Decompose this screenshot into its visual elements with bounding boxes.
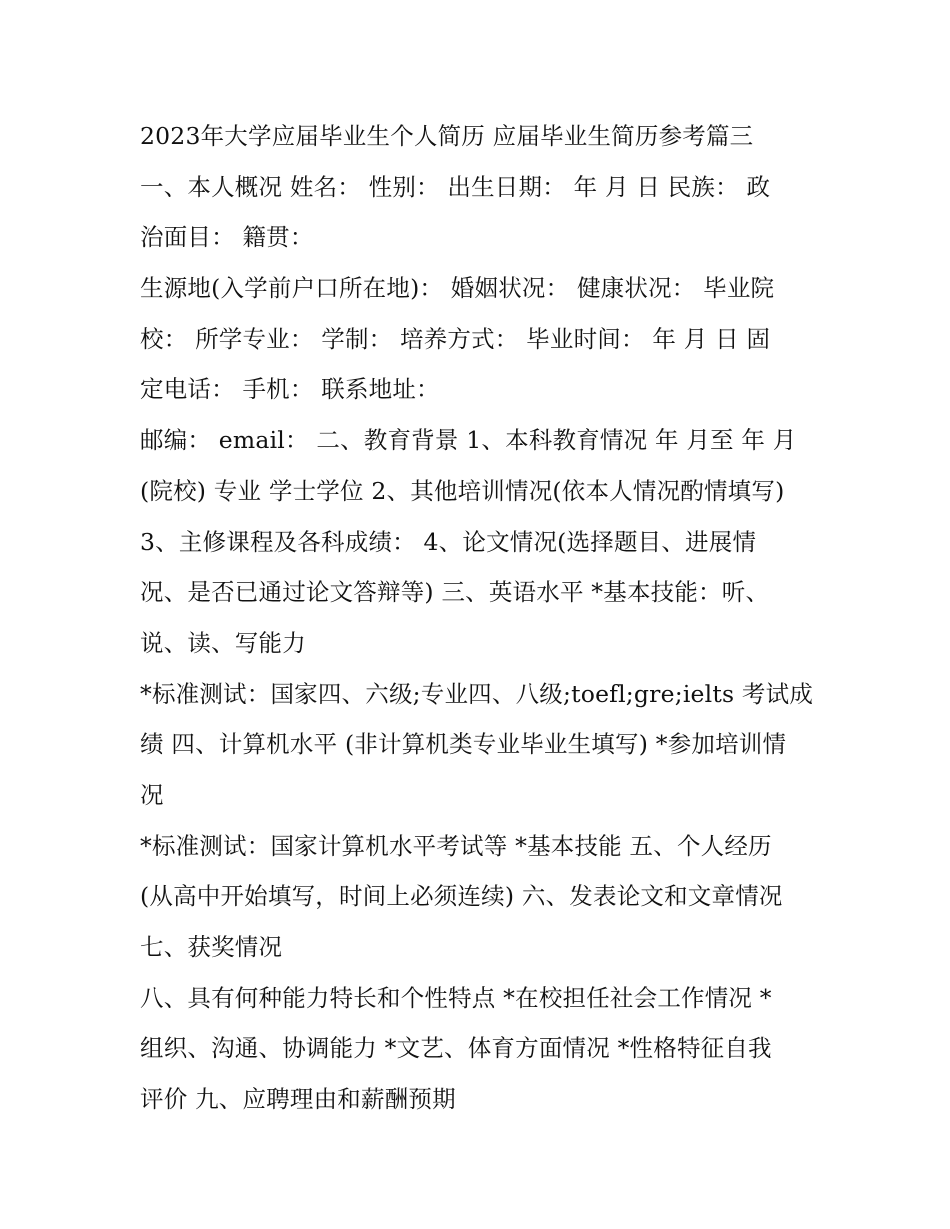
text-line: 定电话： 手机： 联系地址：: [140, 375, 440, 404]
text-line: 评价 九、应聘理由和薪酬预期: [140, 1085, 456, 1114]
text-line: 3、主修课程及各科成绩： 4、论文情况(选择题目、进展情: [140, 527, 757, 556]
text-line: 说、读、写能力: [140, 628, 306, 657]
text-line: 况: [140, 780, 164, 809]
text-line: 治面目： 籍贯：: [140, 223, 314, 252]
text-line: 生源地(入学前户口所在地)： 婚姻状况： 健康状况： 毕业院: [140, 274, 775, 303]
text-line: 一、本人概况 姓名： 性别： 出生日期： 年 月 日 民族： 政: [140, 172, 771, 201]
text-line: 邮编： email： 二、教育背景 1、本科教育情况 年 月至 年 月: [140, 426, 797, 455]
resume-text-body: [140, 111, 820, 1125]
text-line: *标准测试：国家计算机水平考试等 *基本技能 五、个人经历: [140, 831, 772, 860]
text-line: 况、是否已通过论文答辩等) 三、英语水平 *基本技能：听、: [140, 578, 770, 607]
text-line: (院校) 专业 学士学位 2、其他培训情况(依本人情况酌情填写): [140, 476, 785, 505]
text-line: (从高中开始填写，时间上必须连续) 六、发表论文和文章情况: [140, 882, 783, 911]
text-line: 七、获奖情况: [140, 933, 283, 961]
text-line: 八、具有何种能力特长和个性特点 *在校担任社会工作情况 *: [140, 983, 772, 1012]
text-line: 绩 四、计算机水平 (非计算机类专业毕业生填写) *参加培训情: [140, 730, 787, 759]
text-line-title: 2023年大学应届毕业生个人简历 应届毕业生简历参考篇三: [140, 122, 754, 150]
text-line: *标准测试：国家四、六级;专业四、八级;toefl;gre;ielts 考试成: [140, 679, 814, 708]
text-line: 校： 所学专业： 学制： 培养方式： 毕业时间： 年 月 日 固: [140, 324, 771, 353]
text-line: 组织、沟通、协调能力 *文艺、体育方面情况 *性格特征自我: [140, 1034, 772, 1063]
